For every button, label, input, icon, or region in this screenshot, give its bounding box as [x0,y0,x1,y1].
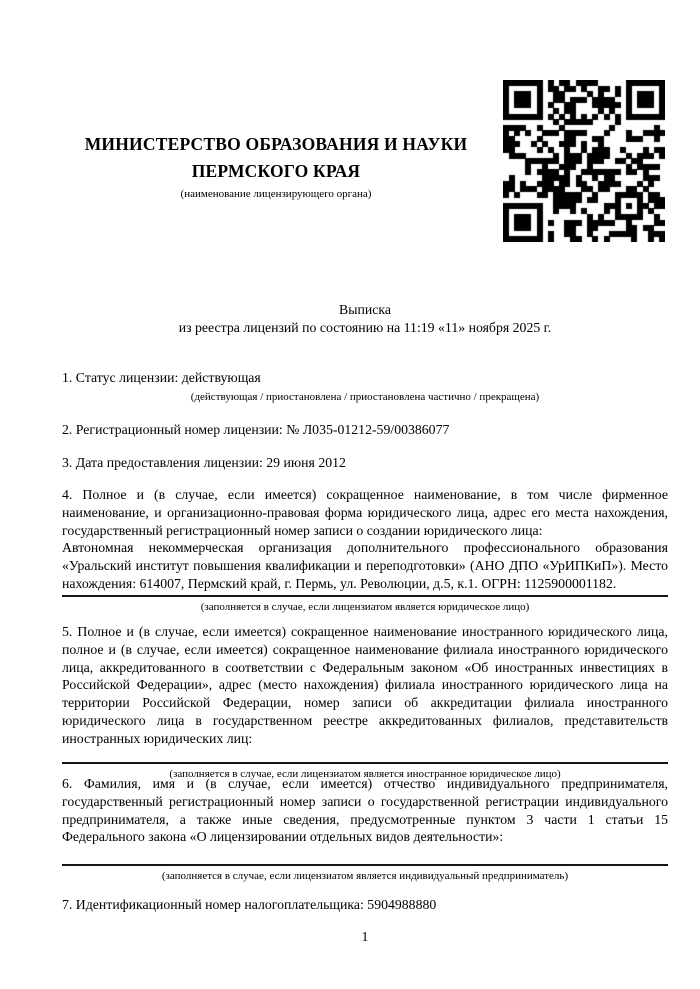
item-1-license-status [62,369,668,404]
item-2-registration-number [62,421,668,439]
item-5-text: 5. Полное и (в случае, если имеется) сокращенное наименование иностранного юридического лица, полное и (в случае, если имеется) сокращенное наименование филиала иностранного юридического лица, аккредитованного в соответствии с Федеральным законом «Об иностранных инвестициях в Российской Федерации», адрес (место нахождения) филиала иностранного юридического лица на территории Российской Федерации, номер записи об аккредитации филиала иностранного юридического лица в государственном реестре аккредитованных филиалов, представительств иностранных юридических лиц: [62,624,668,746]
item-6-blank-space [62,846,668,862]
item-4-legal-entity [62,486,668,614]
item-6-text: 6. Фамилия, имя и (в случае, если имеется) отчество индивидуального предпринимателя, государственный регистрационный номер записи о государственной регистрации индивидуального предпринимателя, а также иные сведения, предусмотренные пунктом 3 части 1 статьи 15 Федерального закона «О лицензировании отдельных видов деятельности»: [62,776,668,845]
item-5-blank-space [62,748,668,760]
item-5-foreign-entity [62,623,668,781]
item-4-paragraph-2: Автономная некоммерческая организация дополнительного профессионального образования «Уральский институт повышения квалификации и переподготовки» (АНО ДПО «УрИПКиП»). Место нахождения: 614007, Пермский край, г. Пермь, ул. Революции, д.5, к.1. ОГРН: 1125900001182. [62,540,668,591]
ministry-name-line1: МИНИСТЕРСТВО ОБРАЗОВАНИЯ И НАУКИ [84,134,468,154]
item-4-fill-line [62,595,668,597]
document-title-line1: Выписка [339,302,391,317]
item-6-caption: (заполняется в случае, если лицензиатом является индивидуальный предприниматель) [161,870,569,883]
licensing-authority-caption: (наименование лицензирующего органа) [180,188,372,200]
item-4-caption: (заполняется в случае, если лицензиатом является юридическое лицо) [200,600,530,613]
ministry-header [62,131,490,201]
item-3-text: 3. Дата предоставления лицензии: 29 июня 2012 [62,455,346,470]
page-number: 1 [361,929,369,944]
item-6-fill-line [62,864,668,866]
item-7-taxpayer-number [62,896,668,914]
item-2-text: 2. Регистрационный номер лицензии: № Л035-01212-59/00386077 [62,422,450,437]
item-5-caption: (заполняется в случае, если лицензиатом является иностранное юридическое лицо) [169,767,561,780]
item-7-text: 7. Идентификационный номер налогоплательщика: 5904988880 [62,897,437,912]
item-1-text: 1. Статус лицензии: действующая [62,370,261,385]
document-title [62,301,668,337]
item-3-grant-date [62,454,668,472]
document-title-line2: из реестра лицензий по состоянию на 11:19 «11» ноября 2025 г. [178,320,552,335]
qr-code-icon [503,80,665,242]
ministry-name-line2: ПЕРМСКОГО КРАЯ [191,161,361,181]
item-4-paragraph-1: 4. Полное и (в случае, если имеется) сокращенное наименование, в том числе фирменное наименование, и организационно-правовая форма юридического лица, адрес его места нахождения, государственный регистрационный номер записи о создании юридического лица: [62,487,668,538]
item-1-caption: (действующая / приостановлена / приостановлена частично / прекращена) [190,390,540,403]
item-5-fill-line [62,762,668,764]
item-6-individual-entrepreneur [62,775,668,883]
